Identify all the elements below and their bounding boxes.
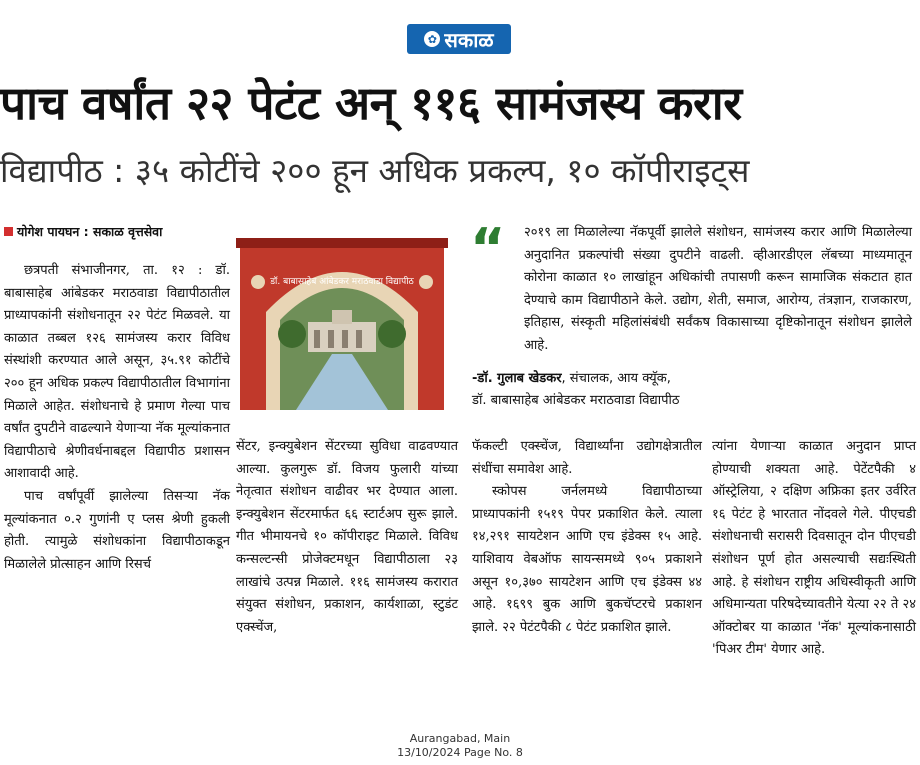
subheadline: विद्यापीठ : ३५ कोटींचे २०० हून अधिक प्रकल्प, १० कॉपीराइट्‌स — [0, 151, 750, 190]
logo-text: सकाळ — [444, 27, 494, 52]
column-2 — [236, 436, 458, 639]
byline-square-icon — [4, 227, 13, 236]
footer-edition: Aurangabad, Main — [409, 732, 511, 745]
quote-attribution — [472, 368, 912, 390]
paragraph: सेंटर, इन्क्युबेशन सेंटरच्या सुविधा वाढवण्यात आल्या. कुलगुरू डॉ. विजय फुलारी यांच्या नेतृत्वात संशोधन वाढीवर भर देण्यात आला. इन्क्युबेशन सेंटरमार्फत ६६ स्टार्टअप सुरू झाले. गीत भीमायनचे १० कॉपीराइट मिळाले. विविध कन्सल्टन्सी प्रोजेक्टमधून विद्यापीठाला २३ लाखांचे उत्पन्न मिळाले. ११६ सामंजस्य करारात संयुक्त संशोधन, प्रकाशन, कार्यशाळा, स्टुडंट एक्स्चेंज, — [236, 439, 458, 635]
quote-mark-icon: “ — [470, 217, 506, 280]
paragraph: पाच वर्षांपूर्वी झालेल्या तिसऱ्या नॅक मूल्यांकनात ०.२ गुणांनी ए प्लस श्रेणी हुकली होती. त्यामुळे संशोधकांना विद्यापीठाकडून मिळालेले प्रोत्साहन आणि रिसर्च — [4, 488, 230, 572]
footer-date-page: 13/10/2024 Page No. 8 — [397, 746, 523, 759]
page-footer — [380, 732, 540, 762]
arch-text: डॉ. बाबासाहेब आंबेडकर मराठवाडा विद्यापीठ — [270, 277, 414, 287]
byline — [4, 222, 220, 242]
column-1 — [4, 260, 230, 576]
paragraph: फॅकल्टी एक्स्चेंज, विद्यार्थ्यांना उद्योगक्षेत्रातील संधींचा समावेश आहे. — [472, 439, 702, 477]
quote-role: , संचालक, आय क्यूॅक, — [561, 371, 671, 386]
paragraph: त्यांना येणाऱ्या काळात अनुदान प्राप्त होण्याची शक्यता आहे. पेटेंटपैकी ४ ऑस्ट्रेलिया, २ दक्षिण अफ्रिका इतर उर्वरित १६ पेटंट हे भारतात नोंदवले गेले. पीएचडी संशोधनाची सरासरी दिवसातून दोन पीएचडी संशोधन पूर्ण होत असल्याची सद्यःस्थिती आहे. हे संशोधन राष्ट्रीय अधिस्वीकृती आणि अधिमान्यता परिषदेच्यावतीने येत्या २२ ते २४ ऑक्टोबर या काळात 'नॅक' मूल्यांकनासाठी 'पिअर टीम' येणार आहे. — [712, 439, 916, 658]
byline-text: योगेश पायघन : सकाळ वृत्तसेवा — [17, 224, 163, 239]
headline: पाच वर्षांत २२ पेटंट अन् ११६ सामंजस्य करार — [0, 76, 742, 130]
column-4 — [712, 436, 916, 662]
column-3 — [472, 436, 702, 639]
logo-emblem-icon: ✿ — [424, 31, 440, 47]
quote-institution: डॉ. बाबासाहेब आंबेडकर मराठवाडा विद्यापीठ — [472, 393, 680, 408]
university-gate-photo — [236, 222, 448, 410]
paragraph: स्कोपस जर्नलमध्ये विद्यापीठाच्या प्राध्यापकांनी १५१९ पेपर प्रकाशित केले. त्याला १४,२९१ सायटेशन आणि एच इंडेक्स १५ आहे. याशिवाय वेबऑफ सायन्समध्ये ९०५ प्रकाशने असून १०,३७० सायटेशन आणि एच इंडेक्स ४४ आहे. १६९९ बुक आणि बुकचॅप्टरचे प्रकाशन झाले. २२ पेटंटपैकी ८ पेटंट प्रकाशित झाले. — [472, 484, 702, 635]
sakal-logo — [407, 24, 511, 54]
quote-text: २०१९ ला मिळालेल्या नॅकपूर्वी झालेले संशोधन, सामंजस्य करार आणि मिळालेल्या अनुदानित प्रकल्पांची संख्या दुपटीने वाढली. व्हीआरडीएल लॅबच्या माध्यमातून कोरोना काळात १० लाखांहून अधिकांची तपासणी करून सामाजिक संकटात हात देण्याचे काम विद्यापीठाने केले. उद्योग, शेती, समाज, आरोग्य, तंत्रज्ञान, राजकारण, इतिहास, संस्कृती महिलांसंबंधी सर्वंकष विकासाच्या दृष्टिकोनातून संशोधन झालेले आहे. — [524, 225, 912, 353]
paragraph: छत्रपती संभाजीनगर, ता. १२ : डॉ. बाबासाहेब आंबेडकर मराठवाडा विद्यापीठातील प्राध्यापकांनी संशोधनातून २२ पेटंट मिळवले. या काळात तब्बल १२६ सामंजस्य करार विविध संस्थांशी करण्यात आले असून, ३५.९१ कोटींचे २०० हून अधिक प्रकल्प विद्यापीठातील विभागांना मिळाले आहेत. संशोधनाचे हे प्रमाण गेल्या पाच वर्षांत दुपटीने वाढल्याने येणाऱ्या नॅक मूल्यांकनात विद्यापीठाचे श्रेणीवर्धनाबद्दल विद्यापीठ प्रशासन आशावादी आहे. — [4, 263, 230, 482]
pull-quote — [458, 217, 916, 412]
quote-name: -डॉ. गुलाब खेडकर — [472, 371, 562, 386]
